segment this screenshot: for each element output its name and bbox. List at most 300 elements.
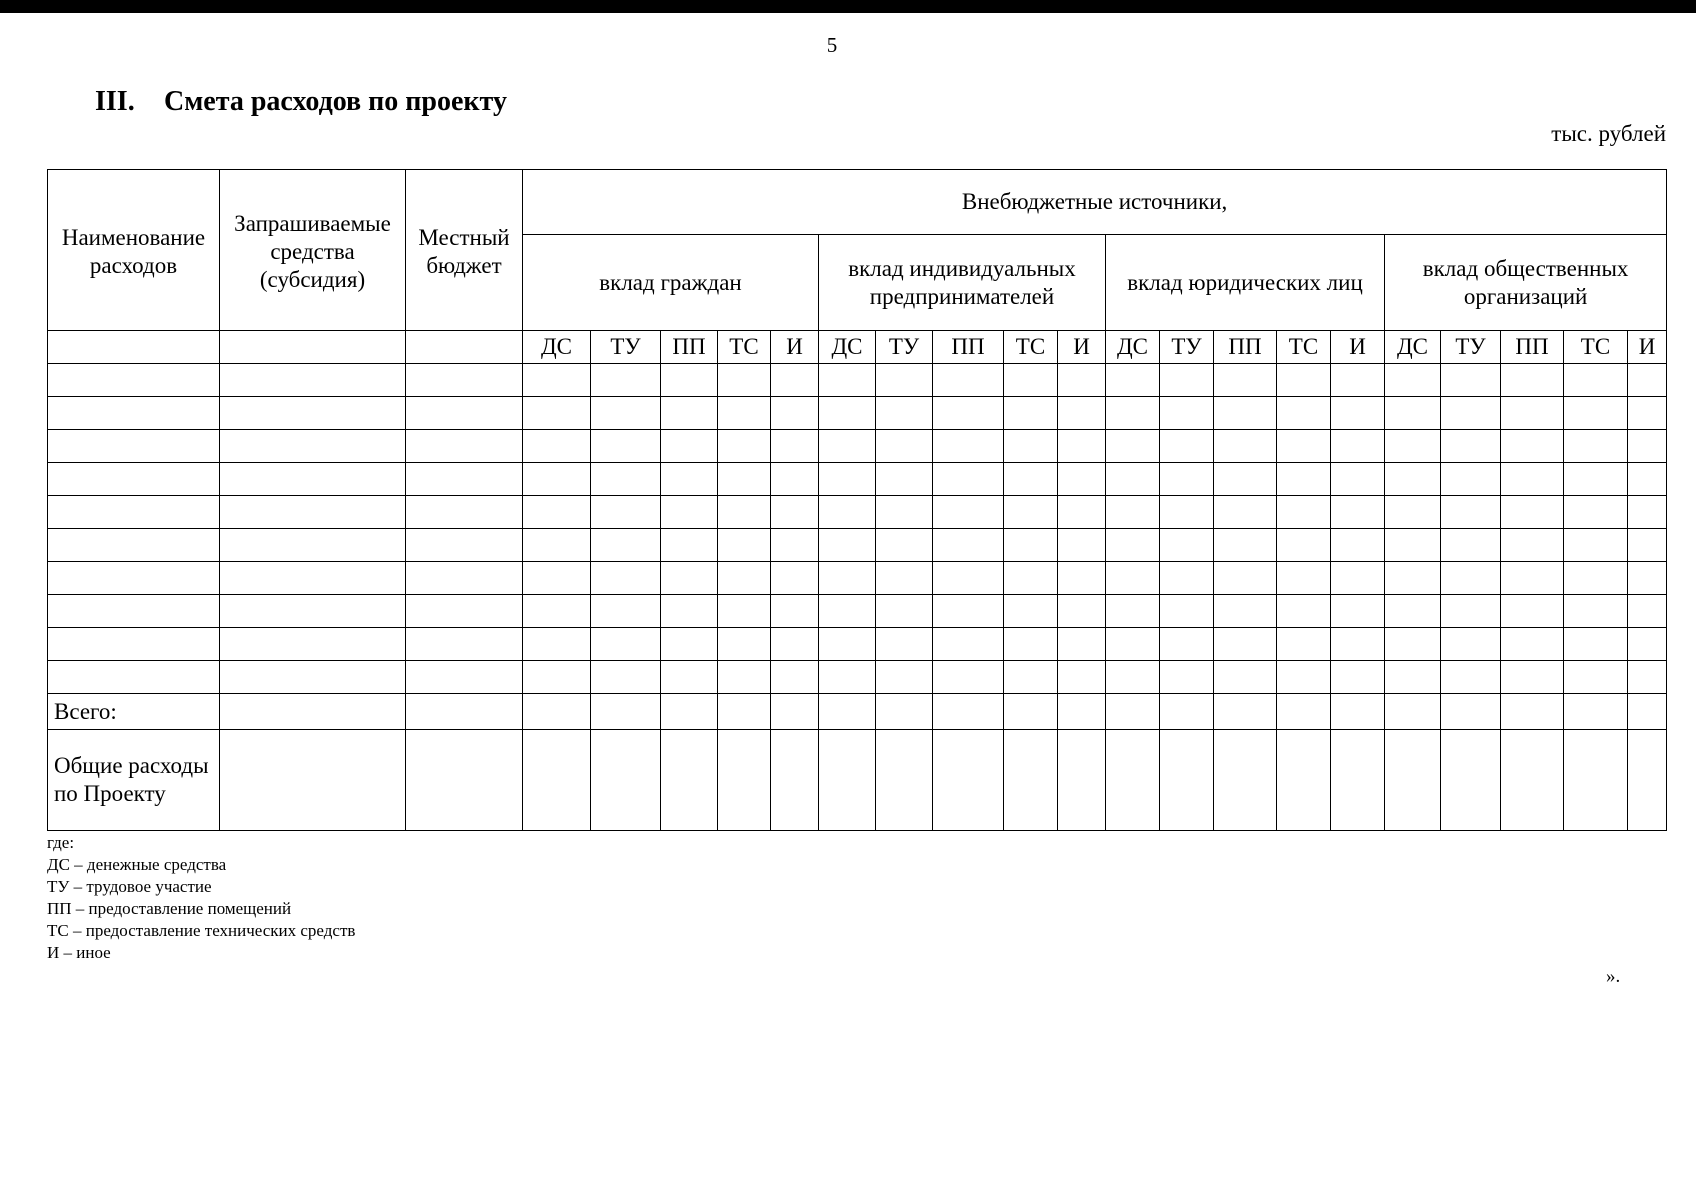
- code-ts: ТС: [1277, 331, 1331, 364]
- table-cell: [1628, 595, 1667, 628]
- table-cell: [718, 661, 771, 694]
- table-cell: [1160, 430, 1214, 463]
- table-cell: [1628, 628, 1667, 661]
- code-tu: ТУ: [1160, 331, 1214, 364]
- blank-cell: [220, 331, 406, 364]
- table-cell: [406, 364, 523, 397]
- table-cell: [1277, 529, 1331, 562]
- table-cell: [220, 661, 406, 694]
- table-cell: [220, 364, 406, 397]
- table-cell: [819, 595, 876, 628]
- table-cell: [1441, 562, 1501, 595]
- table-cell: [1441, 364, 1501, 397]
- code-tu: ТУ: [876, 331, 933, 364]
- table-cell: [1331, 529, 1385, 562]
- header-row-1: [48, 170, 1667, 235]
- table-cell: [523, 397, 591, 430]
- table-row: [48, 463, 1667, 496]
- table-cell: [1214, 430, 1277, 463]
- table-cell: [1214, 562, 1277, 595]
- table-cell: [1214, 661, 1277, 694]
- total-label: Всего:: [48, 694, 220, 730]
- table-cell: [1501, 364, 1564, 397]
- table-cell: [1628, 661, 1667, 694]
- table-cell: [406, 463, 523, 496]
- table-cell: [523, 595, 591, 628]
- table-cell: [220, 397, 406, 430]
- table-cell: [48, 397, 220, 430]
- table-cell: [1564, 562, 1628, 595]
- table-cell: [1441, 694, 1501, 730]
- code-tu: ТУ: [591, 331, 661, 364]
- table-cell: [406, 730, 523, 831]
- table-cell: [771, 430, 819, 463]
- code-pp: ПП: [1214, 331, 1277, 364]
- table-cell: [1004, 595, 1058, 628]
- table-cell: [48, 661, 220, 694]
- table-cell: [1628, 397, 1667, 430]
- table-cell: [876, 730, 933, 831]
- table-cell: [771, 661, 819, 694]
- table-row: [48, 496, 1667, 529]
- table-cell: [1385, 661, 1441, 694]
- table-cell: [591, 397, 661, 430]
- table-cell: [1058, 397, 1106, 430]
- table-cell: [406, 529, 523, 562]
- table-cell: [591, 562, 661, 595]
- table-cell: [1385, 397, 1441, 430]
- table-cell: [1564, 529, 1628, 562]
- table-cell: [220, 430, 406, 463]
- table-cell: [48, 562, 220, 595]
- table-cell: [48, 529, 220, 562]
- table-cell: [1441, 628, 1501, 661]
- overall-row: [48, 730, 1667, 831]
- table-cell: [1385, 463, 1441, 496]
- blank-cell: [48, 331, 220, 364]
- table-cell: [1214, 595, 1277, 628]
- table-cell: [1277, 730, 1331, 831]
- code-pp: ПП: [1501, 331, 1564, 364]
- table-cell: [1004, 562, 1058, 595]
- table-cell: [1628, 694, 1667, 730]
- table-cell: [1214, 628, 1277, 661]
- code-i: И: [771, 331, 819, 364]
- table-cell: [661, 529, 718, 562]
- code-i: И: [1331, 331, 1385, 364]
- table-row: [48, 628, 1667, 661]
- table-cell: [1385, 529, 1441, 562]
- table-cell: [819, 397, 876, 430]
- header-local-budget: Местный бюджет: [406, 170, 523, 331]
- table-cell: [1160, 730, 1214, 831]
- table-cell: [406, 661, 523, 694]
- table-cell: [1058, 562, 1106, 595]
- table-cell: [661, 661, 718, 694]
- table-cell: [1501, 397, 1564, 430]
- table-cell: [1331, 397, 1385, 430]
- table-cell: [1160, 397, 1214, 430]
- table-cell: [771, 496, 819, 529]
- table-cell: [1214, 364, 1277, 397]
- table-cell: [933, 397, 1004, 430]
- table-cell: [591, 364, 661, 397]
- table-cell: [1501, 430, 1564, 463]
- table-cell: [1004, 694, 1058, 730]
- table-cell: [1058, 463, 1106, 496]
- table-cell: [876, 529, 933, 562]
- table-row: [48, 364, 1667, 397]
- table-cell: [1106, 595, 1160, 628]
- table-cell: [1106, 529, 1160, 562]
- section-title: Смета расходов по проекту: [164, 86, 507, 117]
- table-cell: [661, 397, 718, 430]
- table-cell: [1004, 430, 1058, 463]
- legend-item-ts: ТС – предоставление технических средств: [47, 921, 356, 940]
- table-cell: [1214, 529, 1277, 562]
- table-cell: [771, 463, 819, 496]
- table-cell: [819, 730, 876, 831]
- table-cell: [771, 364, 819, 397]
- table-cell: [48, 364, 220, 397]
- expense-estimate-table: [47, 169, 1667, 831]
- table-cell: [933, 562, 1004, 595]
- table-cell: [1441, 529, 1501, 562]
- table-cell: [220, 694, 406, 730]
- table-cell: [661, 694, 718, 730]
- table-cell: [876, 496, 933, 529]
- table-cell: [406, 628, 523, 661]
- code-ds: ДС: [1385, 331, 1441, 364]
- table-cell: [1004, 364, 1058, 397]
- table-cell: [220, 628, 406, 661]
- table-cell: [1501, 694, 1564, 730]
- table-cell: [1106, 694, 1160, 730]
- table-cell: [1385, 364, 1441, 397]
- table-cell: [1331, 628, 1385, 661]
- table-cell: [1441, 595, 1501, 628]
- table-cell: [523, 430, 591, 463]
- table-cell: [1277, 397, 1331, 430]
- table-cell: [220, 463, 406, 496]
- table-cell: [1501, 628, 1564, 661]
- table-cell: [1058, 694, 1106, 730]
- header-expense-name: Наименование расходов: [48, 170, 220, 331]
- table-cell: [1628, 463, 1667, 496]
- table-cell: [819, 661, 876, 694]
- code-ds: ДС: [1106, 331, 1160, 364]
- table-cell: [819, 529, 876, 562]
- table-cell: [1160, 364, 1214, 397]
- table-cell: [718, 397, 771, 430]
- table-cell: [876, 628, 933, 661]
- table-row: [48, 661, 1667, 694]
- table-cell: [48, 430, 220, 463]
- code-pp: ПП: [933, 331, 1004, 364]
- table-cell: [1385, 694, 1441, 730]
- table-cell: [523, 463, 591, 496]
- table-cell: [771, 628, 819, 661]
- table-cell: [1441, 397, 1501, 430]
- table-cell: [591, 496, 661, 529]
- table-cell: [523, 364, 591, 397]
- table-cell: [1106, 562, 1160, 595]
- legend-item-pp: ПП – предоставление помещений: [47, 899, 292, 918]
- section-heading: [95, 86, 507, 118]
- table-cell: [1277, 430, 1331, 463]
- table-cell: [933, 730, 1004, 831]
- table-cell: [1160, 496, 1214, 529]
- table-cell: [523, 661, 591, 694]
- code-pp: ПП: [661, 331, 718, 364]
- table-cell: [1004, 730, 1058, 831]
- code-ts: ТС: [1564, 331, 1628, 364]
- table-cell: [1385, 595, 1441, 628]
- table-cell: [876, 694, 933, 730]
- table-cell: [819, 628, 876, 661]
- table-cell: [1331, 562, 1385, 595]
- table-cell: [591, 430, 661, 463]
- table-cell: [1441, 496, 1501, 529]
- table-cell: [1628, 496, 1667, 529]
- data-rows: [48, 364, 1667, 694]
- table-cell: [933, 496, 1004, 529]
- table-cell: [718, 364, 771, 397]
- table-cell: [1501, 730, 1564, 831]
- table-cell: [406, 595, 523, 628]
- table-cell: [523, 529, 591, 562]
- table-cell: [1160, 463, 1214, 496]
- table-cell: [933, 628, 1004, 661]
- code-ds: ДС: [819, 331, 876, 364]
- table-cell: [591, 661, 661, 694]
- table-cell: [771, 562, 819, 595]
- code-i: И: [1628, 331, 1667, 364]
- table-cell: [1441, 430, 1501, 463]
- table-cell: [1160, 562, 1214, 595]
- table-cell: [1160, 694, 1214, 730]
- table-cell: [718, 628, 771, 661]
- table-cell: [876, 397, 933, 430]
- page-number: 5: [826, 33, 838, 57]
- table-cell: [48, 463, 220, 496]
- table-cell: [1277, 694, 1331, 730]
- table-cell: [591, 730, 661, 831]
- table-cell: [1058, 628, 1106, 661]
- table-cell: [718, 595, 771, 628]
- table-cell: [1160, 661, 1214, 694]
- table-cell: [1628, 730, 1667, 831]
- table-cell: [1385, 430, 1441, 463]
- table-cell: [1564, 730, 1628, 831]
- table-cell: [1385, 562, 1441, 595]
- table-row: [48, 397, 1667, 430]
- table-cell: [1628, 430, 1667, 463]
- table-cell: [1441, 661, 1501, 694]
- table-cell: [1004, 463, 1058, 496]
- table-cell: [1564, 430, 1628, 463]
- blank-cell: [406, 331, 523, 364]
- table-cell: [1331, 730, 1385, 831]
- table-cell: [771, 595, 819, 628]
- table-cell: [1058, 730, 1106, 831]
- table-cell: [406, 562, 523, 595]
- header-group-legal-entities: вклад юридических лиц: [1106, 235, 1385, 331]
- table-cell: [819, 562, 876, 595]
- table-cell: [220, 562, 406, 595]
- table-cell: [1106, 397, 1160, 430]
- legend: [47, 832, 355, 964]
- table-cell: [1106, 364, 1160, 397]
- code-i: И: [1058, 331, 1106, 364]
- header-group-entrepreneurs: вклад индивидуальных предпринимателей: [819, 235, 1106, 331]
- table-cell: [1214, 694, 1277, 730]
- table-cell: [1331, 496, 1385, 529]
- table-cell: [1004, 397, 1058, 430]
- table-row: [48, 430, 1667, 463]
- table-cell: [1058, 496, 1106, 529]
- total-row: [48, 694, 1667, 730]
- table-cell: [591, 463, 661, 496]
- table-cell: [1004, 661, 1058, 694]
- table-cell: [1441, 730, 1501, 831]
- table-cell: [1385, 496, 1441, 529]
- table-cell: [718, 496, 771, 529]
- table-cell: [523, 496, 591, 529]
- section-number: III.: [95, 86, 135, 117]
- table-cell: [771, 397, 819, 430]
- table-cell: [819, 463, 876, 496]
- table-cell: [1441, 463, 1501, 496]
- legend-item-ds: ДС – денежные средства: [47, 855, 227, 874]
- table-cell: [1385, 628, 1441, 661]
- table-cell: [661, 463, 718, 496]
- table-cell: [48, 496, 220, 529]
- table-cell: [523, 628, 591, 661]
- table-cell: [876, 364, 933, 397]
- table-cell: [591, 694, 661, 730]
- table-cell: [1628, 529, 1667, 562]
- table-cell: [1564, 364, 1628, 397]
- legend-item-i: И – иное: [47, 943, 111, 962]
- code-ts: ТС: [718, 331, 771, 364]
- table-row: [48, 529, 1667, 562]
- table-cell: [1564, 628, 1628, 661]
- table-cell: [933, 694, 1004, 730]
- table-cell: [1214, 397, 1277, 430]
- table-cell: [1058, 529, 1106, 562]
- table-cell: [523, 730, 591, 831]
- table-cell: [1160, 628, 1214, 661]
- table-cell: [1628, 364, 1667, 397]
- table-cell: [1331, 595, 1385, 628]
- table-cell: [1004, 628, 1058, 661]
- table-row: [48, 562, 1667, 595]
- table-cell: [933, 529, 1004, 562]
- table-cell: [220, 496, 406, 529]
- table-cell: [1331, 463, 1385, 496]
- table-cell: [661, 628, 718, 661]
- legend-item-tu: ТУ – трудовое участие: [47, 877, 212, 896]
- table-cell: [523, 562, 591, 595]
- table-cell: [406, 496, 523, 529]
- table-cell: [1501, 529, 1564, 562]
- header-group-public-orgs: вклад общественных организаций: [1385, 235, 1667, 331]
- table-cell: [1501, 562, 1564, 595]
- code-tu: ТУ: [1441, 331, 1501, 364]
- legend-intro: где:: [47, 833, 75, 852]
- table-cell: [220, 595, 406, 628]
- table-row: [48, 595, 1667, 628]
- table-cell: [1501, 463, 1564, 496]
- table-cell: [1564, 496, 1628, 529]
- table-cell: [1564, 661, 1628, 694]
- table-cell: [591, 628, 661, 661]
- table-cell: [1058, 364, 1106, 397]
- scan-top-border: [0, 0, 1696, 13]
- table-cell: [1160, 595, 1214, 628]
- table-cell: [876, 595, 933, 628]
- table-cell: [1160, 529, 1214, 562]
- table-cell: [1277, 628, 1331, 661]
- table-cell: [1004, 529, 1058, 562]
- table-cell: [1214, 496, 1277, 529]
- table-cell: [1564, 595, 1628, 628]
- table-cell: [1501, 595, 1564, 628]
- table-cell: [876, 661, 933, 694]
- table-cell: [661, 730, 718, 831]
- table-cell: [1331, 364, 1385, 397]
- table-cell: [406, 430, 523, 463]
- table-cell: [406, 397, 523, 430]
- table-cell: [718, 694, 771, 730]
- table-cell: [718, 463, 771, 496]
- table-cell: [1106, 430, 1160, 463]
- table-cell: [48, 595, 220, 628]
- table-cell: [661, 595, 718, 628]
- table-cell: [1501, 661, 1564, 694]
- table-cell: [1277, 364, 1331, 397]
- table-cell: [933, 661, 1004, 694]
- table-cell: [876, 430, 933, 463]
- table-cell: [718, 529, 771, 562]
- code-ds: ДС: [523, 331, 591, 364]
- table-cell: [771, 529, 819, 562]
- table-cell: [1106, 496, 1160, 529]
- table-cell: [1058, 595, 1106, 628]
- code-ts: ТС: [1004, 331, 1058, 364]
- table-cell: [1058, 661, 1106, 694]
- closing-quote: ».: [1606, 966, 1621, 987]
- table-cell: [771, 694, 819, 730]
- table-cell: [933, 364, 1004, 397]
- table-cell: [1331, 661, 1385, 694]
- header-extrabudget-sources: Внебюджетные источники,: [523, 170, 1667, 235]
- table-cell: [591, 595, 661, 628]
- table-cell: [1277, 496, 1331, 529]
- table-cell: [220, 529, 406, 562]
- table-cell: [1564, 463, 1628, 496]
- table-cell: [1058, 430, 1106, 463]
- table-cell: [1277, 562, 1331, 595]
- table-cell: [819, 496, 876, 529]
- table-cell: [771, 730, 819, 831]
- table-cell: [1564, 694, 1628, 730]
- table-cell: [819, 364, 876, 397]
- table-cell: [1564, 397, 1628, 430]
- table-cell: [1277, 463, 1331, 496]
- table-cell: [933, 463, 1004, 496]
